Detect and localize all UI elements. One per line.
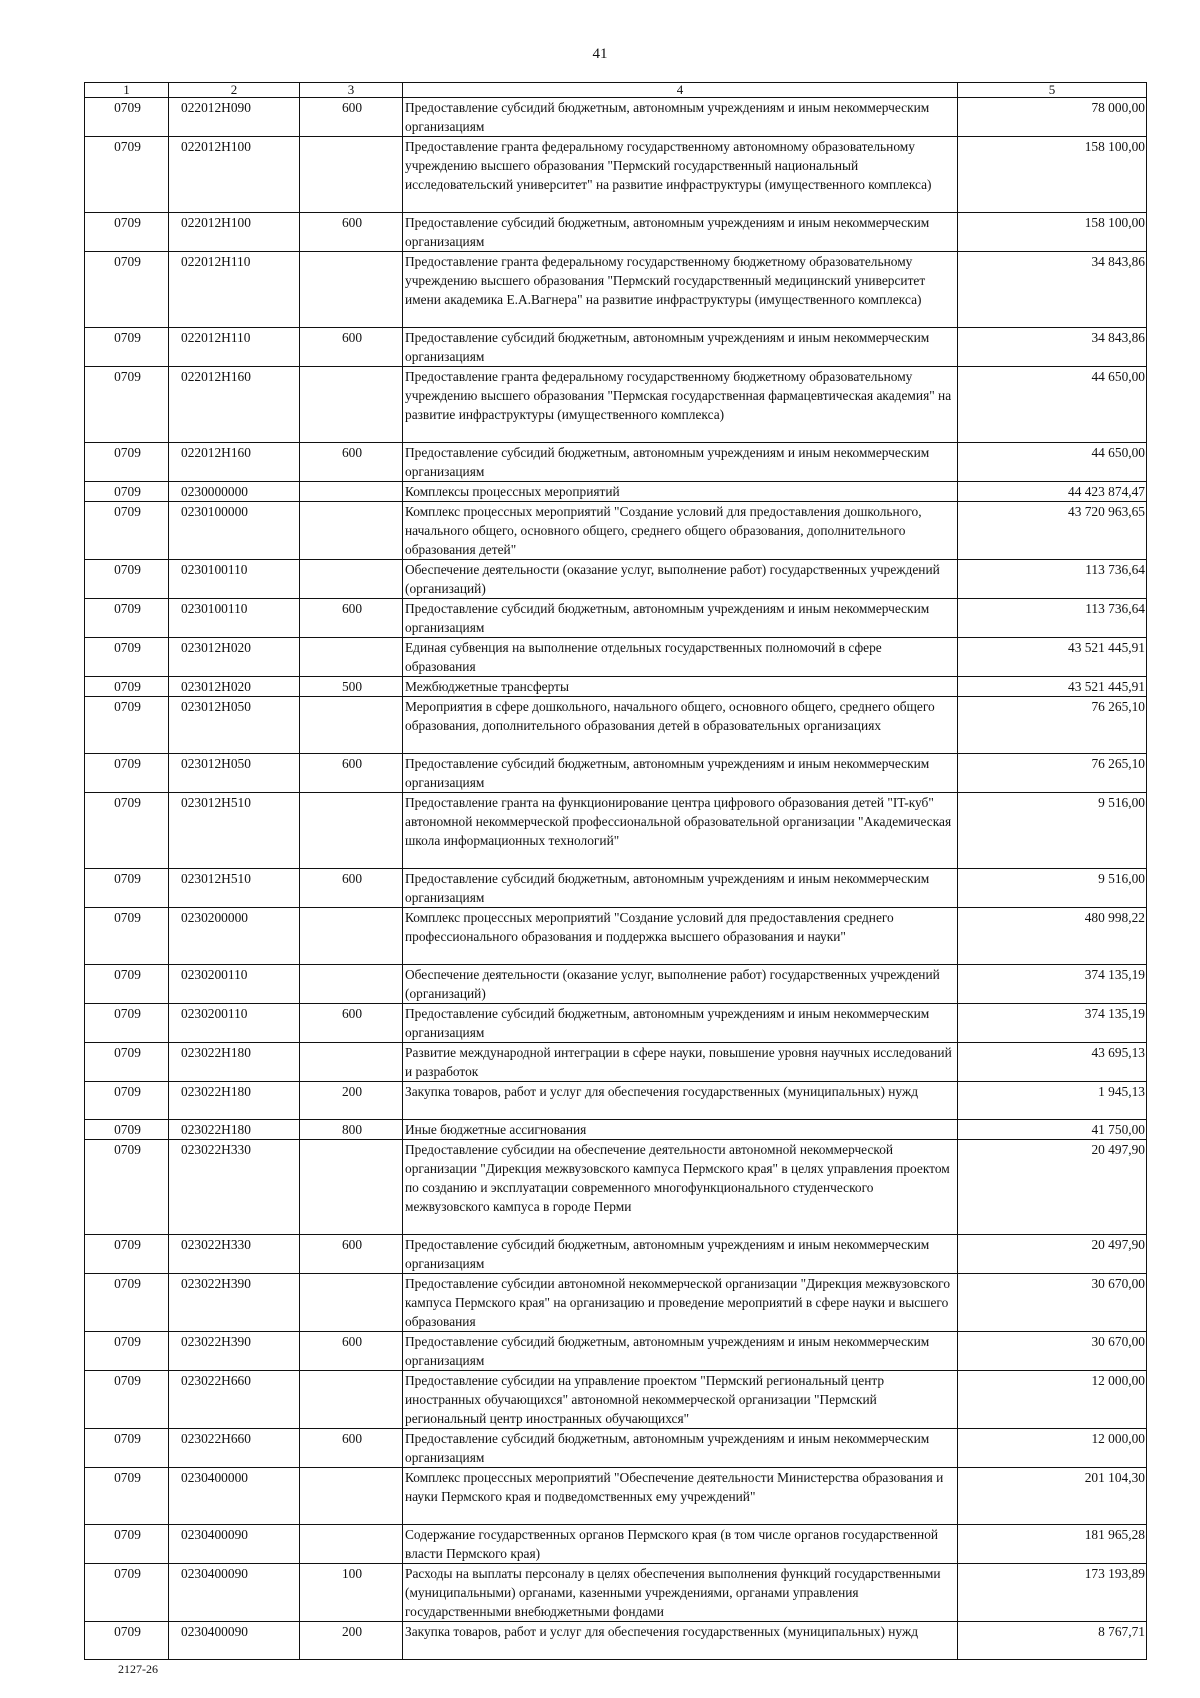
cell-expense-type <box>300 367 403 443</box>
cell-name: Предоставление субсидии на управление проектом "Пермский региональный центр иностранных обучающихся" автономной некоммерческой организации "Пермский региональный центр иностранных обучающихся" <box>403 1371 958 1429</box>
budget-table <box>84 82 1147 1660</box>
cell-expense-type <box>300 1043 403 1082</box>
table-row <box>85 560 1147 599</box>
cell-section: 0709 <box>85 1622 169 1660</box>
cell-target-article: 0230000000 <box>169 482 300 502</box>
cell-expense-type <box>300 697 403 754</box>
table-row <box>85 1468 1147 1525</box>
cell-name: Комплекс процессных мероприятий "Создание условий для предоставления дошкольного, начального общего, основного общего, среднего общего образования, дополнительного образования детей" <box>403 502 958 560</box>
cell-amount: 44 650,00 <box>958 443 1147 482</box>
cell-target-article: 023022Н180 <box>169 1082 300 1120</box>
cell-expense-type <box>300 908 403 965</box>
cell-name: Содержание государственных органов Пермского края (в том числе органов государственной власти Пермского края) <box>403 1525 958 1564</box>
cell-name: Предоставление субсидий бюджетным, автономным учреждениям и иным некоммерческим организациям <box>403 98 958 137</box>
cell-target-article: 0230400090 <box>169 1564 300 1622</box>
table-header <box>85 83 1147 98</box>
cell-section: 0709 <box>85 599 169 638</box>
cell-section: 0709 <box>85 1564 169 1622</box>
cell-name: Предоставление субсидий бюджетным, автономным учреждениям и иным некоммерческим организациям <box>403 328 958 367</box>
column-header-expense-type: 3 <box>300 83 403 98</box>
cell-target-article: 023022Н660 <box>169 1429 300 1468</box>
cell-section: 0709 <box>85 638 169 677</box>
cell-section: 0709 <box>85 869 169 908</box>
cell-expense-type: 600 <box>300 599 403 638</box>
cell-section: 0709 <box>85 328 169 367</box>
cell-expense-type <box>300 252 403 328</box>
cell-name: Предоставление субсидий бюджетным, автономным учреждениям и иным некоммерческим организациям <box>403 1235 958 1274</box>
cell-amount: 76 265,10 <box>958 754 1147 793</box>
cell-target-article: 022012Н100 <box>169 213 300 252</box>
cell-section: 0709 <box>85 1004 169 1043</box>
cell-name: Закупка товаров, работ и услуг для обеспечения государственных (муниципальных) нужд <box>403 1622 958 1660</box>
cell-amount: 34 843,86 <box>958 252 1147 328</box>
cell-target-article: 0230400090 <box>169 1525 300 1564</box>
cell-section: 0709 <box>85 1429 169 1468</box>
cell-target-article: 0230200110 <box>169 1004 300 1043</box>
cell-amount: 12 000,00 <box>958 1429 1147 1468</box>
column-header-amount: 5 <box>958 83 1147 98</box>
cell-expense-type: 600 <box>300 213 403 252</box>
table-row <box>85 1120 1147 1140</box>
cell-section: 0709 <box>85 98 169 137</box>
cell-expense-type: 600 <box>300 1235 403 1274</box>
cell-section: 0709 <box>85 908 169 965</box>
cell-expense-type <box>300 560 403 599</box>
table-row <box>85 1332 1147 1371</box>
cell-amount: 44 650,00 <box>958 367 1147 443</box>
cell-target-article: 0230200110 <box>169 965 300 1004</box>
cell-expense-type: 600 <box>300 443 403 482</box>
table-row <box>85 599 1147 638</box>
cell-name: Предоставление субсидий бюджетным, автономным учреждениям и иным некоммерческим организациям <box>403 443 958 482</box>
cell-name: Комплексы процессных мероприятий <box>403 482 958 502</box>
cell-expense-type: 800 <box>300 1120 403 1140</box>
cell-amount: 41 750,00 <box>958 1120 1147 1140</box>
cell-expense-type: 600 <box>300 1004 403 1043</box>
cell-target-article: 022012Н160 <box>169 443 300 482</box>
cell-name: Предоставление субсидий бюджетным, автономным учреждениям и иным некоммерческим организациям <box>403 869 958 908</box>
cell-expense-type <box>300 965 403 1004</box>
table-row <box>85 793 1147 869</box>
table-row <box>85 1082 1147 1120</box>
cell-name: Предоставление субсидий бюджетным, автономным учреждениям и иным некоммерческим организациям <box>403 599 958 638</box>
cell-section: 0709 <box>85 252 169 328</box>
cell-name: Предоставление субсидий бюджетным, автономным учреждениям и иным некоммерческим организациям <box>403 1429 958 1468</box>
cell-target-article: 0230400000 <box>169 1468 300 1525</box>
cell-expense-type: 600 <box>300 1332 403 1371</box>
cell-section: 0709 <box>85 965 169 1004</box>
cell-name: Предоставление субсидии на обеспечение деятельности автономной некоммерческой организации "Дирекция межвузовского кампуса Пермского края" в целях управления проектом по созданию и эксплуатации современного многофункционального студенческого межвузовского кампуса в городе Перми <box>403 1140 958 1235</box>
table-row <box>85 697 1147 754</box>
cell-amount: 30 670,00 <box>958 1274 1147 1332</box>
cell-section: 0709 <box>85 367 169 443</box>
table-row <box>85 252 1147 328</box>
table-row <box>85 754 1147 793</box>
cell-target-article: 023012Н050 <box>169 697 300 754</box>
cell-section: 0709 <box>85 213 169 252</box>
cell-expense-type: 600 <box>300 869 403 908</box>
cell-amount: 43 521 445,91 <box>958 638 1147 677</box>
cell-amount: 181 965,28 <box>958 1525 1147 1564</box>
cell-section: 0709 <box>85 1525 169 1564</box>
cell-section: 0709 <box>85 697 169 754</box>
table-row <box>85 1622 1147 1660</box>
cell-amount: 9 516,00 <box>958 869 1147 908</box>
cell-section: 0709 <box>85 560 169 599</box>
cell-target-article: 023022Н180 <box>169 1120 300 1140</box>
table-row <box>85 1525 1147 1564</box>
cell-expense-type: 500 <box>300 677 403 697</box>
cell-name: Предоставление гранта федеральному государственному бюджетному образовательному учреждению высшего образования "Пермская государственная фармацевтическая академия" на развитие инфраструктуры (имущественного комплекса) <box>403 367 958 443</box>
cell-name: Межбюджетные трансферты <box>403 677 958 697</box>
page-number: 41 <box>592 46 608 62</box>
header-row <box>85 83 1147 98</box>
cell-amount: 374 135,19 <box>958 965 1147 1004</box>
cell-name: Предоставление субсидий бюджетным, автономным учреждениям и иным некоммерческим организациям <box>403 1332 958 1371</box>
table-row <box>85 502 1147 560</box>
cell-section: 0709 <box>85 1140 169 1235</box>
cell-target-article: 022012Н090 <box>169 98 300 137</box>
cell-amount: 20 497,90 <box>958 1140 1147 1235</box>
cell-section: 0709 <box>85 1274 169 1332</box>
table-row <box>85 1004 1147 1043</box>
cell-name: Мероприятия в сфере дошкольного, начального общего, основного общего, среднего общего образования, дополнительного образования детей в образовательных организациях <box>403 697 958 754</box>
cell-amount: 113 736,64 <box>958 599 1147 638</box>
cell-amount: 173 193,89 <box>958 1564 1147 1622</box>
cell-amount: 34 843,86 <box>958 328 1147 367</box>
cell-target-article: 0230100110 <box>169 599 300 638</box>
cell-name: Развитие международной интеграции в сфере науки, повышение уровня научных исследований и разработок <box>403 1043 958 1082</box>
cell-name: Единая субвенция на выполнение отдельных государственных полномочий в сфере образования <box>403 638 958 677</box>
table-row <box>85 367 1147 443</box>
table-row <box>85 1564 1147 1622</box>
table-row <box>85 965 1147 1004</box>
cell-expense-type: 200 <box>300 1622 403 1660</box>
cell-section: 0709 <box>85 677 169 697</box>
cell-section: 0709 <box>85 1332 169 1371</box>
cell-amount: 113 736,64 <box>958 560 1147 599</box>
cell-expense-type <box>300 1274 403 1332</box>
cell-expense-type: 600 <box>300 1429 403 1468</box>
cell-name: Предоставление субсидии автономной некоммерческой организации "Дирекция межвузовского кампуса Пермского края" на организацию и проведение мероприятий в сфере науки и высшего образования <box>403 1274 958 1332</box>
cell-expense-type <box>300 137 403 213</box>
cell-target-article: 023022Н390 <box>169 1274 300 1332</box>
cell-amount: 43 720 963,65 <box>958 502 1147 560</box>
cell-expense-type <box>300 638 403 677</box>
table-row <box>85 1429 1147 1468</box>
cell-section: 0709 <box>85 1082 169 1120</box>
cell-section: 0709 <box>85 482 169 502</box>
cell-expense-type <box>300 502 403 560</box>
cell-name: Закупка товаров, работ и услуг для обеспечения государственных (муниципальных) нужд <box>403 1082 958 1120</box>
cell-section: 0709 <box>85 502 169 560</box>
cell-name: Предоставление субсидий бюджетным, автономным учреждениям и иным некоммерческим организациям <box>403 1004 958 1043</box>
cell-amount: 158 100,00 <box>958 213 1147 252</box>
column-header-name: 4 <box>403 83 958 98</box>
table-row <box>85 638 1147 677</box>
cell-amount: 201 104,30 <box>958 1468 1147 1525</box>
cell-target-article: 023022Н330 <box>169 1140 300 1235</box>
cell-section: 0709 <box>85 793 169 869</box>
cell-expense-type <box>300 482 403 502</box>
cell-expense-type: 600 <box>300 328 403 367</box>
cell-target-article: 022012Н110 <box>169 252 300 328</box>
table-row <box>85 213 1147 252</box>
table-row <box>85 869 1147 908</box>
cell-name: Предоставление субсидий бюджетным, автономным учреждениям и иным некоммерческим организациям <box>403 754 958 793</box>
cell-name: Иные бюджетные ассигнования <box>403 1120 958 1140</box>
cell-section: 0709 <box>85 443 169 482</box>
cell-target-article: 0230200000 <box>169 908 300 965</box>
cell-target-article: 023012Н020 <box>169 638 300 677</box>
table-row <box>85 1043 1147 1082</box>
table-row <box>85 98 1147 137</box>
column-header-target-article: 2 <box>169 83 300 98</box>
table-row <box>85 1235 1147 1274</box>
cell-target-article: 022012Н160 <box>169 367 300 443</box>
cell-amount: 8 767,71 <box>958 1622 1147 1660</box>
cell-target-article: 022012Н100 <box>169 137 300 213</box>
cell-amount: 78 000,00 <box>958 98 1147 137</box>
cell-name: Комплекс процессных мероприятий "Создание условий для предоставления среднего профессионального образования и поддержка высшего образования и науки" <box>403 908 958 965</box>
table-row <box>85 482 1147 502</box>
table-row <box>85 1140 1147 1235</box>
cell-expense-type <box>300 793 403 869</box>
cell-amount: 43 521 445,91 <box>958 677 1147 697</box>
cell-section: 0709 <box>85 137 169 213</box>
cell-expense-type <box>300 1371 403 1429</box>
cell-target-article: 023022Н330 <box>169 1235 300 1274</box>
cell-target-article: 023022Н180 <box>169 1043 300 1082</box>
cell-expense-type: 600 <box>300 754 403 793</box>
cell-name: Предоставление гранта федеральному государственному автономному образовательному учреждению высшего образования "Пермский государственный национальный исследовательский университет" на развитие инфраструктуры (имущественного комплекса) <box>403 137 958 213</box>
cell-amount: 43 695,13 <box>958 1043 1147 1082</box>
cell-name: Расходы на выплаты персоналу в целях обеспечения выполнения функций государственными (муниципальными) органами, казенными учреждениями, органами управления государственными внебюджетными фондами <box>403 1564 958 1622</box>
cell-section: 0709 <box>85 1371 169 1429</box>
cell-expense-type <box>300 1525 403 1564</box>
cell-target-article: 023012Н510 <box>169 869 300 908</box>
cell-expense-type <box>300 1140 403 1235</box>
cell-amount: 44 423 874,47 <box>958 482 1147 502</box>
cell-amount: 9 516,00 <box>958 793 1147 869</box>
cell-target-article: 023012Н020 <box>169 677 300 697</box>
cell-name: Обеспечение деятельности (оказание услуг, выполнение работ) государственных учреждений (организаций) <box>403 965 958 1004</box>
cell-expense-type: 100 <box>300 1564 403 1622</box>
cell-amount: 374 135,19 <box>958 1004 1147 1043</box>
cell-amount: 1 945,13 <box>958 1082 1147 1120</box>
cell-expense-type: 600 <box>300 98 403 137</box>
cell-target-article: 0230400090 <box>169 1622 300 1660</box>
cell-expense-type: 200 <box>300 1082 403 1120</box>
cell-target-article: 023012Н510 <box>169 793 300 869</box>
cell-expense-type <box>300 1468 403 1525</box>
cell-name: Предоставление гранта федеральному государственному бюджетному образовательному учреждению высшего образования "Пермский государственный медицинский университет имени академика Е.А.Вагнера" на развитие инфраструктуры (имущественного комплекса) <box>403 252 958 328</box>
cell-target-article: 023012Н050 <box>169 754 300 793</box>
table-row <box>85 443 1147 482</box>
cell-section: 0709 <box>85 1468 169 1525</box>
cell-section: 0709 <box>85 1120 169 1140</box>
cell-target-article: 023022Н660 <box>169 1371 300 1429</box>
table-row <box>85 908 1147 965</box>
cell-amount: 158 100,00 <box>958 137 1147 213</box>
table-row <box>85 1371 1147 1429</box>
budget-table-container <box>84 82 1146 1660</box>
cell-amount: 480 998,22 <box>958 908 1147 965</box>
cell-target-article: 022012Н110 <box>169 328 300 367</box>
cell-target-article: 0230100000 <box>169 502 300 560</box>
cell-amount: 20 497,90 <box>958 1235 1147 1274</box>
table-row <box>85 1274 1147 1332</box>
cell-name: Комплекс процессных мероприятий "Обеспечение деятельности Министерства образования и науки Пермского края и подведомственных ему учреждений" <box>403 1468 958 1525</box>
cell-name: Предоставление субсидий бюджетным, автономным учреждениям и иным некоммерческим организациям <box>403 213 958 252</box>
table-row <box>85 677 1147 697</box>
table-row <box>85 328 1147 367</box>
cell-section: 0709 <box>85 1043 169 1082</box>
cell-amount: 12 000,00 <box>958 1371 1147 1429</box>
cell-target-article: 023022Н390 <box>169 1332 300 1371</box>
cell-section: 0709 <box>85 1235 169 1274</box>
column-header-section: 1 <box>85 83 169 98</box>
cell-name: Предоставление гранта на функционирование центра цифрового образования детей "IT-куб" автономной некоммерческой профессиональной образовательной организации "Академическая школа информационных технологий" <box>403 793 958 869</box>
table-row <box>85 137 1147 213</box>
document-code: 2127-26 <box>118 1662 158 1676</box>
cell-target-article: 0230100110 <box>169 560 300 599</box>
cell-amount: 76 265,10 <box>958 697 1147 754</box>
table-body <box>85 98 1147 1660</box>
cell-name: Обеспечение деятельности (оказание услуг, выполнение работ) государственных учреждений (организаций) <box>403 560 958 599</box>
cell-section: 0709 <box>85 754 169 793</box>
cell-amount: 30 670,00 <box>958 1332 1147 1371</box>
